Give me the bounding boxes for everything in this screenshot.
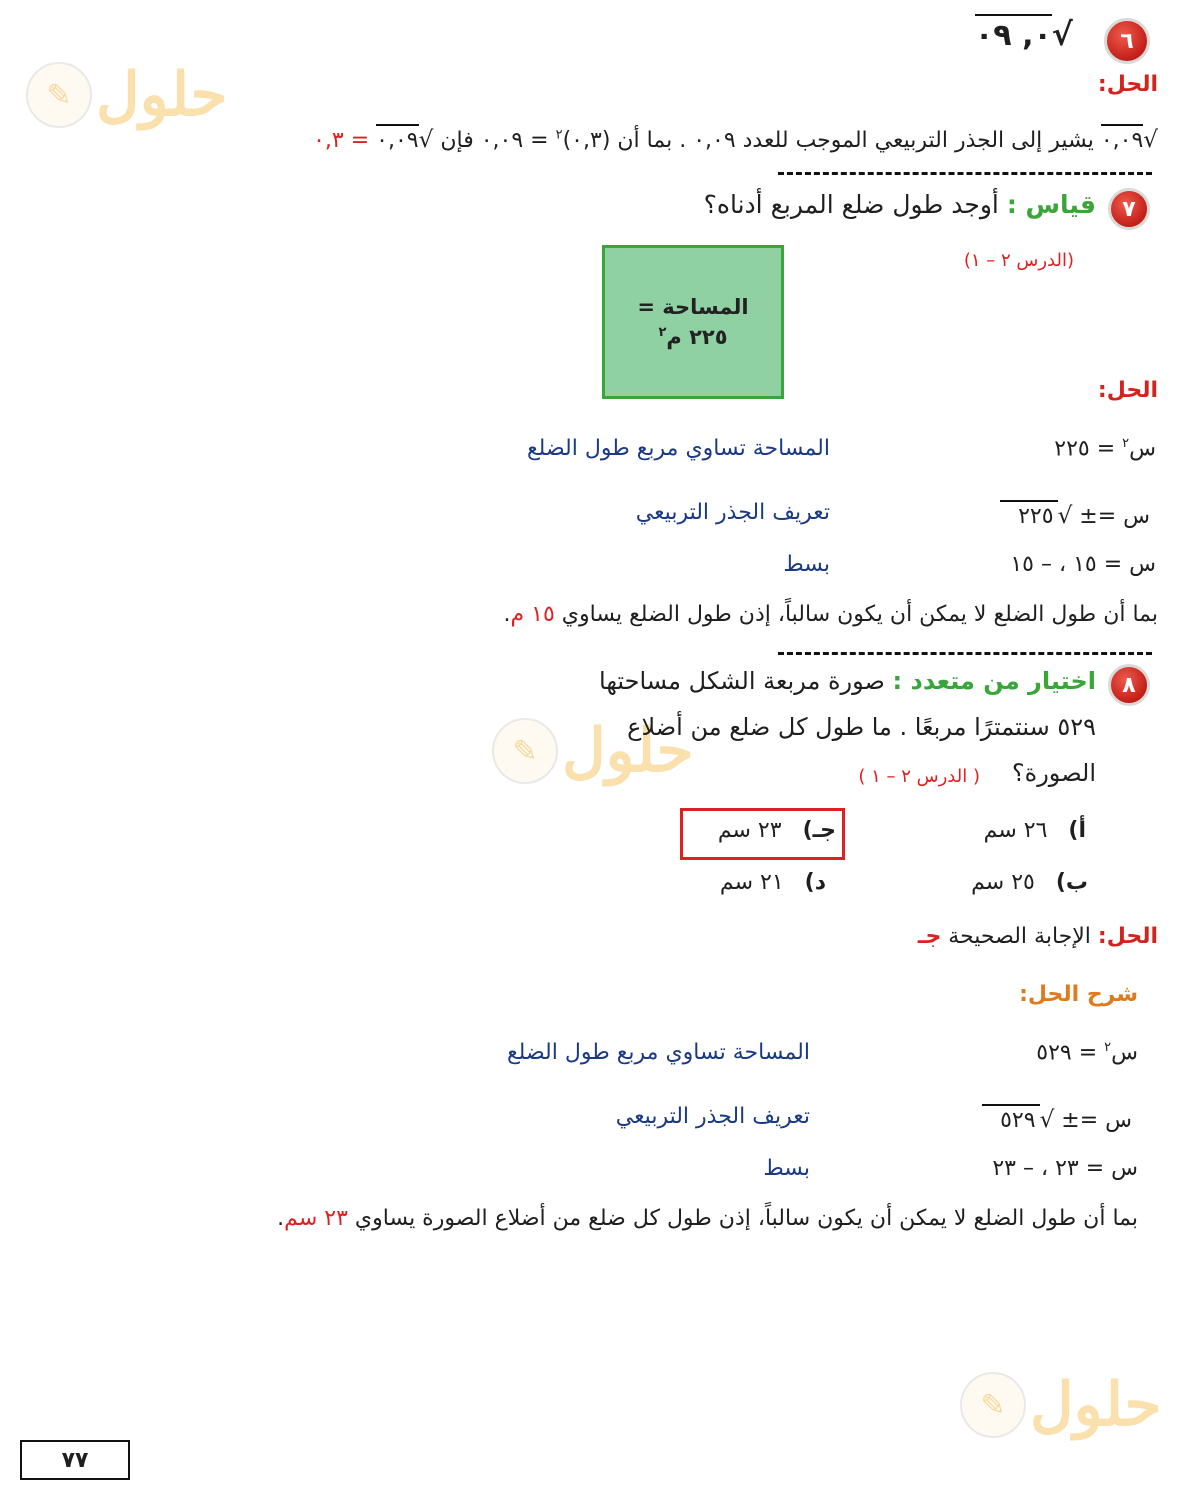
radical-sign-icon: √	[1039, 1107, 1055, 1133]
choice-b	[971, 870, 1088, 895]
question-text: أوجد طول ضلع المربع أدناه؟	[703, 190, 999, 219]
question-category: قياس :	[1006, 190, 1096, 219]
conclusion-value: ١٥ م	[510, 602, 555, 627]
question-text: صورة مربعة الشكل مساحتها	[599, 667, 885, 695]
question-number: ٨	[1122, 672, 1136, 698]
question-category: اختيار من متعدد :	[892, 667, 1096, 695]
exponent: ٢	[555, 127, 563, 143]
math-expression: = ٢٢٥	[1054, 436, 1116, 462]
math-step	[982, 1104, 1132, 1133]
conclusion	[277, 1206, 1138, 1231]
math-expression: س	[1111, 1040, 1138, 1066]
radicand: ٠,٠٩	[1101, 124, 1143, 153]
math-step	[1000, 500, 1150, 529]
question-title	[599, 667, 1096, 695]
radical-sign-icon: √	[1143, 127, 1158, 153]
choice-value: ٢١ سم	[719, 870, 784, 895]
question-text: الصورة؟	[1011, 759, 1096, 787]
math-expression: س =±	[1061, 1108, 1132, 1133]
step-reason: المساحة تساوي مربع طول الضلع	[526, 436, 830, 461]
watermark-text: حلول	[96, 60, 228, 130]
radical-sign-icon: √	[1051, 17, 1073, 53]
page-number-text: ٧٧	[61, 1447, 89, 1473]
conclusion-text: بما أن طول الضلع لا يمكن أن يكون سالباً، إذن طول الضلع يساوي	[561, 602, 1158, 627]
sqrt-expression	[1101, 124, 1158, 153]
figure-area-label: المساحة =	[637, 295, 749, 319]
watermark-text: حلول	[1030, 1370, 1162, 1440]
math-step: س = ٢٣ ، – ٢٣	[992, 1156, 1138, 1181]
math-expression: س =±	[1079, 504, 1150, 529]
step-reason: تعريف الجذر التربيعي	[615, 1104, 810, 1129]
step-reason: بسط	[783, 552, 830, 577]
figure-area-value	[658, 325, 727, 349]
area-value: ٢٢٥ م	[666, 325, 728, 349]
question-expression	[975, 14, 1073, 53]
choice-label: د)	[804, 870, 826, 895]
choice-d	[720, 870, 826, 895]
exponent: ٢	[658, 325, 667, 340]
radicand: ٥٢٩	[982, 1104, 1039, 1133]
choice-value: ٢٦ سم	[983, 818, 1048, 843]
choice-label: جـ)	[802, 818, 836, 843]
radicand: ٠,٠٩	[376, 124, 418, 153]
page-number	[20, 1440, 130, 1480]
answer-text: الإجابة الصحيحة	[948, 924, 1091, 949]
math-step	[1054, 436, 1156, 461]
sqrt-expression	[975, 14, 1073, 53]
question-number: ٦	[1120, 28, 1134, 54]
conclusion-text: بما أن طول الضلع لا يمكن أن يكون سالباً، إذن طول كل ضلع من أضلاع الصورة يساوي	[354, 1206, 1138, 1231]
question-number-badge	[1108, 188, 1150, 230]
sqrt-expression	[376, 124, 433, 153]
conclusion-period: .	[503, 602, 511, 627]
question-number-badge	[1104, 18, 1150, 64]
choice-c	[718, 818, 836, 843]
radical-sign-icon: √	[418, 127, 434, 153]
solution-text: = ٠,٠٩ فإن	[440, 128, 549, 153]
conclusion	[504, 602, 1158, 627]
solution-line	[313, 124, 1158, 153]
sqrt-expression	[982, 1104, 1054, 1133]
conclusion-value: ٢٣ سم	[284, 1206, 348, 1231]
question-title	[704, 190, 1096, 219]
watermark-logo	[960, 1372, 1162, 1438]
conclusion-period: .	[277, 1206, 285, 1231]
choice-a	[984, 818, 1086, 843]
step-reason: بسط	[763, 1156, 810, 1181]
square-figure	[602, 245, 784, 399]
radicand	[975, 14, 1052, 53]
question-number-badge	[1108, 664, 1150, 706]
math-expression: = ٥٢٩	[1036, 1040, 1098, 1066]
solution-label: الحل:	[1097, 72, 1158, 97]
sqrt-expression	[1000, 500, 1072, 529]
book-icon: ✎	[960, 1372, 1026, 1438]
exponent: ٢	[1104, 1040, 1112, 1055]
result-value: = ٠,٣	[313, 128, 370, 153]
solution-text: يشير إلى الجذر التربيعي الموجب للعدد ٠,٠٩ . بما أن (٠,٣)	[562, 128, 1094, 153]
choice-label: ب)	[1055, 870, 1088, 895]
radicand: ٢٢٥	[1000, 500, 1057, 529]
step-reason: تعريف الجذر التربيعي	[635, 500, 830, 525]
question-number: ٧	[1122, 196, 1136, 222]
radicand-part: ٠,	[1022, 18, 1052, 53]
answer-line	[918, 924, 1158, 949]
solution-label: الحل:	[1097, 378, 1158, 403]
section-divider	[778, 652, 1152, 655]
book-icon: ✎	[26, 62, 92, 128]
lesson-reference: ( الدرس ٢ – ١ )	[858, 766, 980, 787]
question-text: ٥٢٩ سنتمترًا مربعًا . ما طول كل ضلع من أضلاع	[627, 713, 1096, 741]
solution-label: الحل:	[1097, 924, 1158, 949]
book-icon: ✎	[492, 718, 558, 784]
section-divider	[778, 172, 1152, 175]
math-step: س = ١٥ ، – ١٥	[1010, 552, 1156, 577]
exponent: ٢	[1122, 436, 1130, 451]
choice-value: ٢٥ سم	[971, 870, 1035, 895]
radical-sign-icon: √	[1057, 503, 1073, 529]
choice-value: ٢٣ سم	[717, 818, 782, 843]
watermark-logo	[26, 62, 228, 128]
radicand-part: ٠٩	[975, 18, 1012, 53]
answer-value: جـ	[917, 924, 942, 949]
math-expression: س	[1129, 436, 1156, 462]
choice-label: أ)	[1068, 818, 1086, 843]
explanation-label: شرح الحل:	[1019, 982, 1138, 1007]
math-step	[1036, 1040, 1138, 1065]
step-reason: المساحة تساوي مربع طول الضلع	[506, 1040, 810, 1065]
watermark-text: حلول	[562, 716, 694, 786]
lesson-reference: (الدرس ٢ – ١)	[963, 250, 1074, 271]
